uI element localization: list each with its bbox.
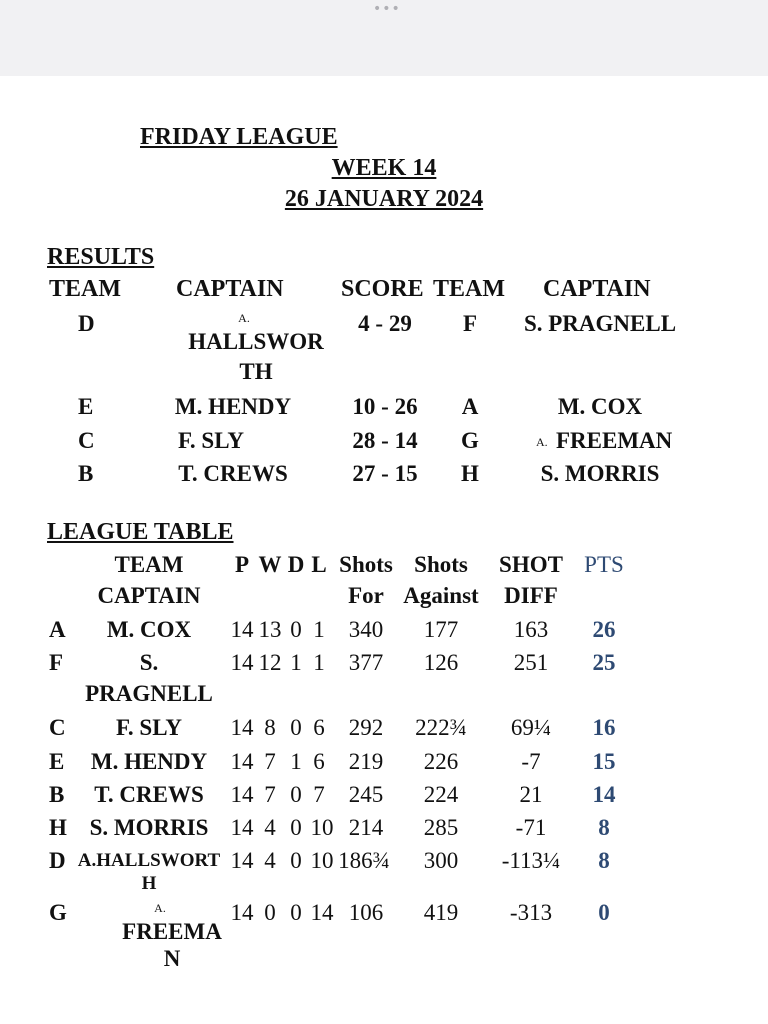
row-won: 8	[264, 715, 276, 740]
row-shots-for: 340	[348, 617, 384, 642]
row-shot-diff: 69¼	[510, 715, 552, 740]
row-lost: 1	[313, 650, 325, 675]
row-lost: 6	[313, 749, 325, 774]
row-shot-diff: 21	[519, 782, 543, 807]
result-captain-2: FREEMAN	[556, 428, 673, 453]
row-captain: T. CREWS	[94, 782, 204, 807]
row-captain-cont: PRAGNELL	[85, 681, 213, 706]
row-shots-against: 300	[423, 848, 459, 873]
result-team: E	[78, 394, 94, 419]
row-shots-for: 377	[348, 650, 384, 675]
result-team: B	[78, 461, 94, 486]
row-captain-cont: H	[141, 873, 157, 894]
row-played: 14	[230, 650, 254, 675]
row-played: 14	[230, 617, 254, 642]
row-shots-for: 106	[348, 900, 384, 925]
row-shot-diff: 251	[513, 650, 549, 675]
row-lost: 10	[310, 848, 334, 873]
row-played: 14	[230, 815, 254, 840]
result-team-2: A	[461, 394, 479, 419]
col-drawn: D	[287, 552, 305, 577]
row-shot-diff: -7	[521, 749, 541, 774]
row-shots-against: 285	[423, 815, 459, 840]
row-captain: A.HALLSWORT	[77, 850, 221, 871]
row-captain: M. COX	[106, 617, 192, 642]
row-captain-cont: N	[163, 946, 181, 971]
row-points: 26	[592, 617, 616, 642]
row-team: B	[49, 782, 65, 807]
row-captain: S. MORRIS	[89, 815, 209, 840]
col-team: TEAM	[114, 552, 184, 577]
row-drawn: 0	[290, 782, 302, 807]
result-score: 10 - 26	[352, 394, 418, 419]
col-shot-diff: SHOT	[499, 552, 563, 577]
week-label: WEEK 14	[331, 155, 437, 181]
result-captain-cont: TH	[239, 359, 273, 384]
row-lost: 7	[313, 782, 325, 807]
col-shots-against: Shots	[414, 552, 468, 577]
row-played: 14	[230, 715, 254, 740]
row-points: 16	[592, 715, 616, 740]
row-captain: F. SLY	[115, 715, 183, 740]
row-team: E	[49, 749, 65, 774]
row-drawn: 0	[290, 617, 302, 642]
row-captain: M. HENDY	[90, 749, 208, 774]
result-captain-2: S. PRAGNELL	[523, 311, 677, 336]
row-drawn: 0	[290, 848, 302, 873]
row-shot-diff: -71	[515, 815, 547, 840]
league-table-heading: LEAGUE TABLE	[47, 519, 234, 545]
result-team: C	[78, 428, 95, 453]
row-team: F	[49, 650, 64, 675]
row-shots-against: 222¾	[415, 715, 467, 740]
row-played: 14	[230, 848, 254, 873]
result-team-2: H	[461, 461, 479, 486]
row-points: 8	[598, 815, 610, 840]
row-team: A	[49, 617, 66, 642]
row-played: 14	[230, 900, 254, 925]
row-captain-initial: A.	[154, 901, 166, 915]
row-drawn: 0	[290, 715, 302, 740]
row-team: C	[49, 715, 66, 740]
league-title: FRIDAY LEAGUE	[140, 124, 338, 150]
row-drawn: 0	[290, 900, 302, 925]
row-shot-diff: 163	[513, 617, 549, 642]
result-captain-initial: A.	[238, 311, 250, 325]
more-options-icon[interactable]: •••	[373, 1, 401, 17]
result-captain-2-initial: A.	[536, 435, 548, 449]
row-team: G	[49, 900, 67, 925]
row-shot-diff: -113¼	[501, 848, 561, 873]
result-captain: M. HENDY	[174, 394, 292, 419]
row-played: 14	[230, 749, 254, 774]
row-points: 0	[598, 900, 610, 925]
row-won: 7	[264, 782, 276, 807]
result-captain: HALLSWOR	[188, 329, 324, 354]
row-points: 14	[592, 782, 616, 807]
row-won: 4	[264, 848, 276, 873]
col-shots-against-2: Against	[403, 583, 479, 608]
row-team: H	[49, 815, 67, 840]
row-lost: 1	[313, 617, 325, 642]
row-drawn: 1	[290, 650, 302, 675]
row-played: 14	[230, 782, 254, 807]
result-captain-2: M. COX	[557, 394, 643, 419]
date-label: 26 JANUARY 2024	[284, 186, 484, 212]
result-captain: F. SLY	[177, 428, 245, 453]
result-captain-2: S. MORRIS	[540, 461, 660, 486]
result-score: 4 - 29	[358, 311, 412, 336]
row-shot-diff: -313	[509, 900, 553, 925]
result-team: D	[78, 311, 95, 336]
col-captain: CAPTAIN	[97, 583, 201, 608]
row-drawn: 1	[290, 749, 302, 774]
results-heading: RESULTS	[47, 244, 155, 270]
row-captain: S.	[139, 650, 159, 675]
browser-top-bar	[0, 0, 768, 76]
row-drawn: 0	[290, 815, 302, 840]
col-points: PTS	[584, 552, 624, 577]
col-team-2: TEAM	[433, 276, 505, 302]
row-won: 0	[264, 900, 276, 925]
row-points: 25	[592, 650, 616, 675]
result-team-2: G	[461, 428, 479, 453]
row-captain: FREEMA	[122, 919, 222, 944]
row-lost: 14	[310, 900, 334, 925]
row-shots-for: 292	[348, 715, 384, 740]
col-lost: L	[311, 552, 327, 577]
row-shots-against: 177	[423, 617, 459, 642]
row-shots-for: 219	[348, 749, 384, 774]
row-shots-against: 224	[423, 782, 459, 807]
col-shots-for: Shots	[339, 552, 393, 577]
col-won: W	[258, 552, 282, 577]
row-won: 12	[258, 650, 282, 675]
col-team: TEAM	[49, 276, 121, 302]
col-shots-for-2: For	[348, 583, 384, 608]
col-captain: CAPTAIN	[176, 276, 284, 302]
row-team: D	[49, 848, 66, 873]
row-shots-for: 214	[348, 815, 384, 840]
result-captain: T. CREWS	[178, 461, 288, 486]
result-score: 28 - 14	[352, 428, 418, 453]
row-won: 7	[264, 749, 276, 774]
col-captain-2: CAPTAIN	[543, 276, 651, 302]
row-won: 13	[258, 617, 282, 642]
result-score: 27 - 15	[352, 461, 418, 486]
row-shots-against: 126	[423, 650, 459, 675]
row-points: 15	[592, 749, 616, 774]
row-lost: 6	[313, 715, 325, 740]
row-won: 4	[264, 815, 276, 840]
row-shots-for: 186¾	[338, 848, 390, 873]
row-shots-against: 226	[423, 749, 459, 774]
row-points: 8	[598, 848, 610, 873]
result-team-2: F	[462, 311, 478, 336]
row-lost: 10	[310, 815, 334, 840]
col-played: P	[234, 552, 250, 577]
row-shots-for: 245	[348, 782, 384, 807]
row-shots-against: 419	[423, 900, 459, 925]
col-score: SCORE	[341, 276, 424, 302]
col-shot-diff-2: DIFF	[504, 583, 558, 608]
